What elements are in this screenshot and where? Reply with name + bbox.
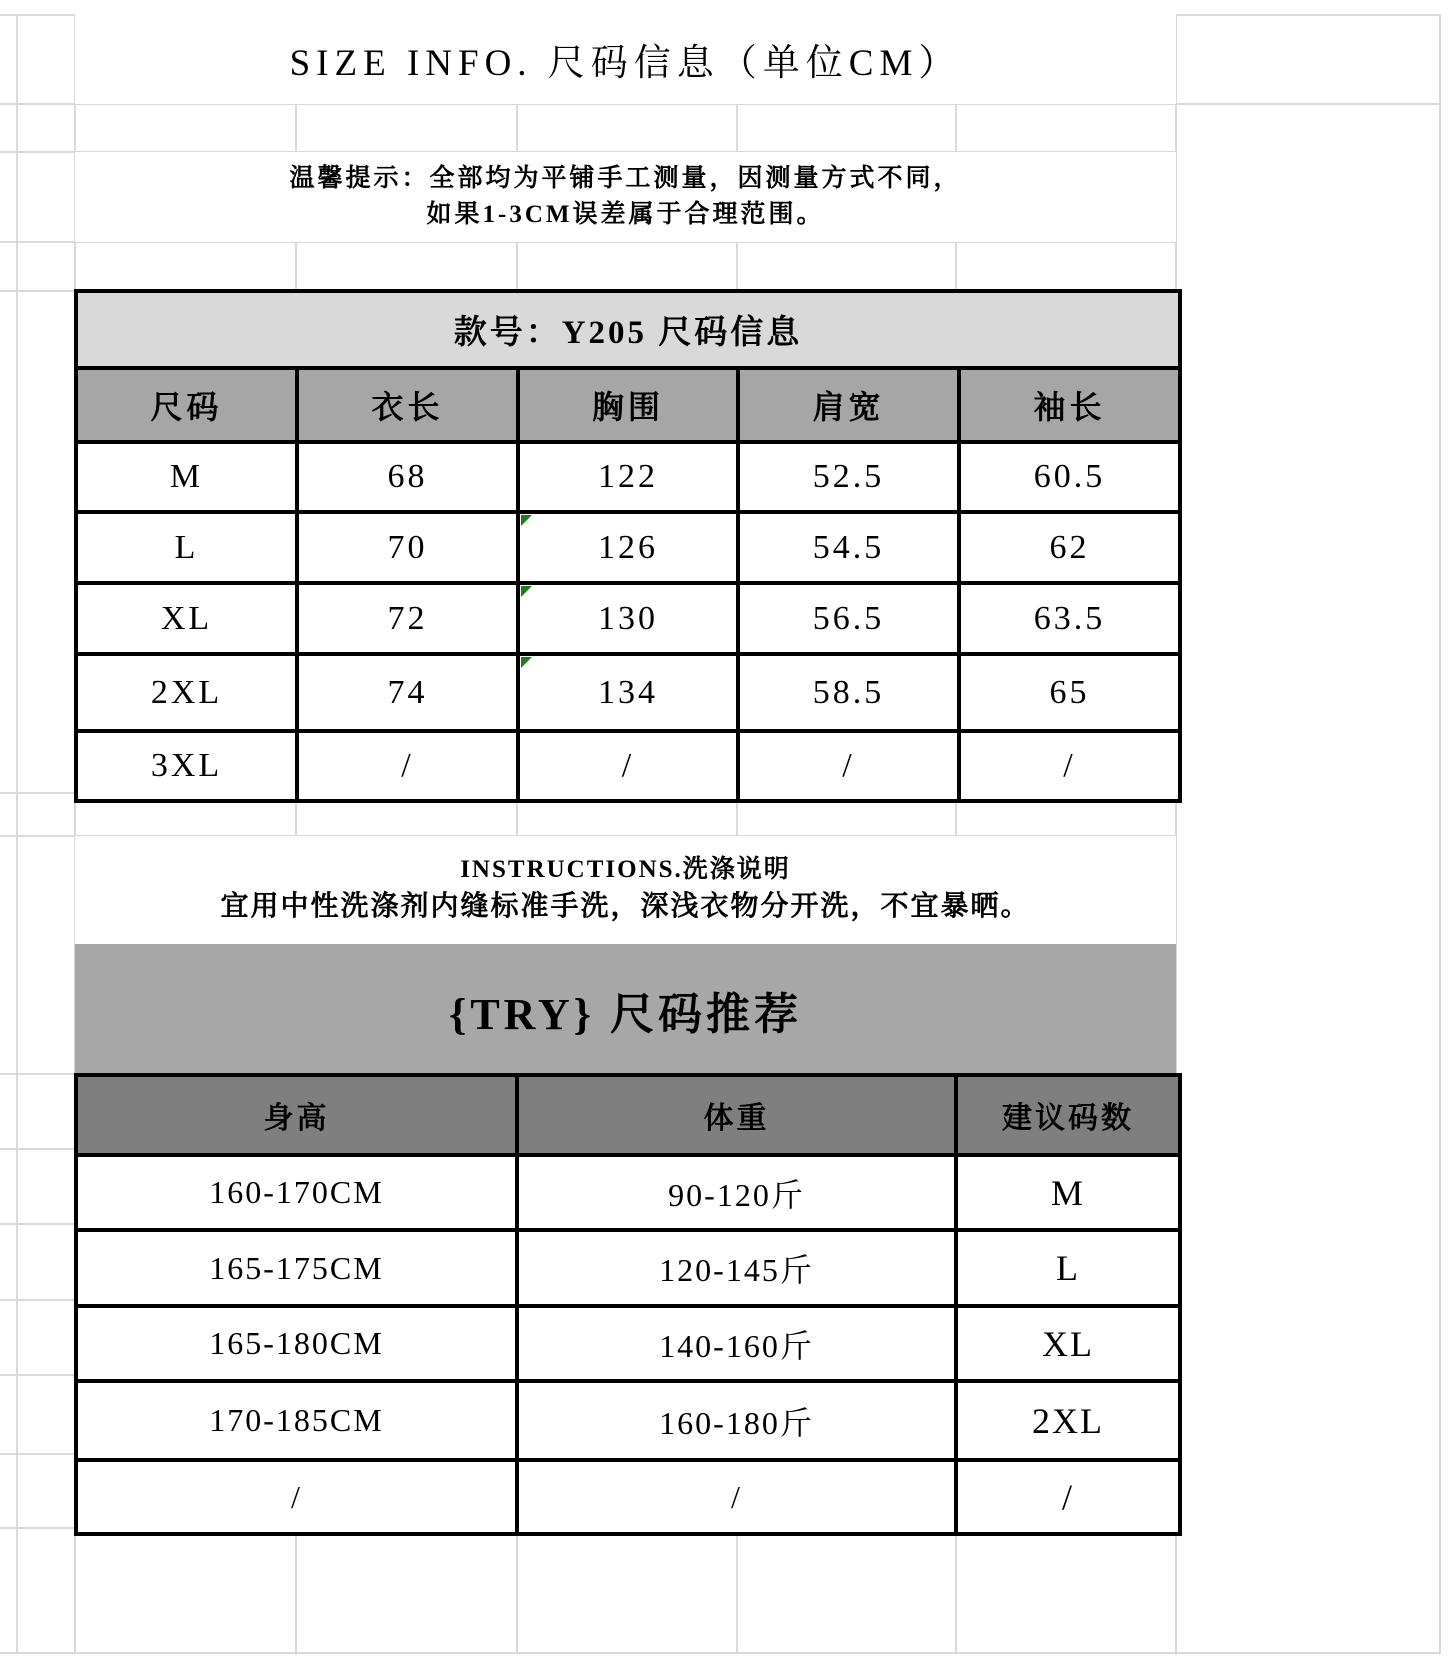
cell-suggest-4: 2XL — [956, 1381, 1180, 1460]
cell-bust-m: 122 — [518, 442, 738, 512]
cell-bust-l: 126 — [518, 512, 738, 583]
cell-weight-1: 90-120斤 — [517, 1155, 956, 1230]
shoulder-col-header: 肩宽 — [738, 368, 959, 442]
cell-size-l: L — [76, 512, 297, 583]
cell-length-m: 68 — [297, 442, 518, 512]
table-row — [76, 1306, 1180, 1381]
green-corner-marker-icon — [521, 586, 532, 597]
instructions-line-2: 宜用中性洗涤剂内缝标准手洗，深浅衣物分开洗，不宜暴晒。 — [220, 891, 1031, 922]
size-table-header-row — [76, 368, 1180, 442]
table-row — [76, 1381, 1180, 1460]
cell-suggest-1: M — [956, 1155, 1180, 1230]
cell-length-2xl: 74 — [297, 654, 518, 731]
cell-weight-4: 160-180斤 — [517, 1381, 956, 1460]
size-recommendation-table — [74, 1073, 1182, 1536]
cell-length-xl: 72 — [297, 583, 518, 654]
instructions-line-1: INSTRUCTIONS.洗涤说明 — [460, 856, 791, 883]
cell-weight-5: / — [517, 1460, 956, 1534]
banner-text: {TRY} 尺码推荐 — [448, 989, 803, 1039]
cell-weight-3: 140-160斤 — [517, 1306, 956, 1381]
cell-bust-2xl: 134 — [518, 654, 738, 731]
cell-size-2xl: 2XL — [76, 654, 297, 731]
cell-shoulder-m: 52.5 — [738, 442, 959, 512]
cell-sleeve-xl: 63.5 — [959, 583, 1180, 654]
size-col-header: 尺码 — [76, 368, 297, 442]
table-row — [76, 583, 1180, 654]
washing-instructions — [75, 836, 1176, 944]
height-col-header: 身高 — [76, 1075, 517, 1155]
cell-size-3xl: 3XL — [76, 731, 297, 801]
notice-line-1: 温馨提示：全部均为平铺手工测量，因测量方式不同， — [289, 165, 962, 192]
table-row — [76, 1155, 1180, 1230]
table-row — [76, 1460, 1180, 1534]
table-row — [76, 442, 1180, 512]
cell-length-3xl: / — [297, 731, 518, 801]
cell-sleeve-2xl: 65 — [959, 654, 1180, 731]
cell-suggest-3: XL — [956, 1306, 1180, 1381]
table-row — [76, 654, 1180, 731]
cell-height-1: 160-170CM — [76, 1155, 517, 1230]
sleeve-col-header: 袖长 — [959, 368, 1180, 442]
table-row — [76, 1230, 1180, 1306]
page-title — [75, 14, 1176, 104]
suggested-size-col-header: 建议码数 — [956, 1075, 1180, 1155]
size-table-caption-row — [76, 291, 1180, 368]
cell-height-4: 170-185CM — [76, 1381, 517, 1460]
size-info-table — [74, 289, 1182, 803]
cell-bust-3xl: / — [518, 731, 738, 801]
cell-shoulder-l: 54.5 — [738, 512, 959, 583]
length-col-header: 衣长 — [297, 368, 518, 442]
size-table-caption: 款号：Y205 尺码信息 — [76, 291, 1180, 368]
cell-shoulder-xl: 56.5 — [738, 583, 959, 654]
size-recommendation-banner — [75, 944, 1176, 1075]
cell-length-l: 70 — [297, 512, 518, 583]
table-row — [76, 512, 1180, 583]
cell-weight-2: 120-145斤 — [517, 1230, 956, 1306]
cell-sleeve-l: 62 — [959, 512, 1180, 583]
cell-size-xl: XL — [76, 583, 297, 654]
green-corner-marker-icon — [521, 515, 532, 526]
cell-shoulder-2xl: 58.5 — [738, 654, 959, 731]
page-title-text: SIZE INFO. 尺码信息（单位CM） — [289, 43, 962, 84]
cell-sleeve-m: 60.5 — [959, 442, 1180, 512]
cell-height-5: / — [76, 1460, 517, 1534]
green-corner-marker-icon — [521, 657, 532, 668]
measurement-notice — [75, 152, 1176, 242]
cell-size-m: M — [76, 442, 297, 512]
cell-shoulder-3xl: / — [738, 731, 959, 801]
cell-height-3: 165-180CM — [76, 1306, 517, 1381]
cell-bust-xl: 130 — [518, 583, 738, 654]
table-row — [76, 731, 1180, 801]
cell-height-2: 165-175CM — [76, 1230, 517, 1306]
cell-sleeve-3xl: / — [959, 731, 1180, 801]
cell-suggest-5: / — [956, 1460, 1180, 1534]
weight-col-header: 体重 — [517, 1075, 956, 1155]
cell-suggest-2: L — [956, 1230, 1180, 1306]
bust-col-header: 胸围 — [518, 368, 738, 442]
notice-line-2: 如果1-3CM误差属于合理范围。 — [426, 201, 825, 228]
recommend-header-row — [76, 1075, 1180, 1155]
